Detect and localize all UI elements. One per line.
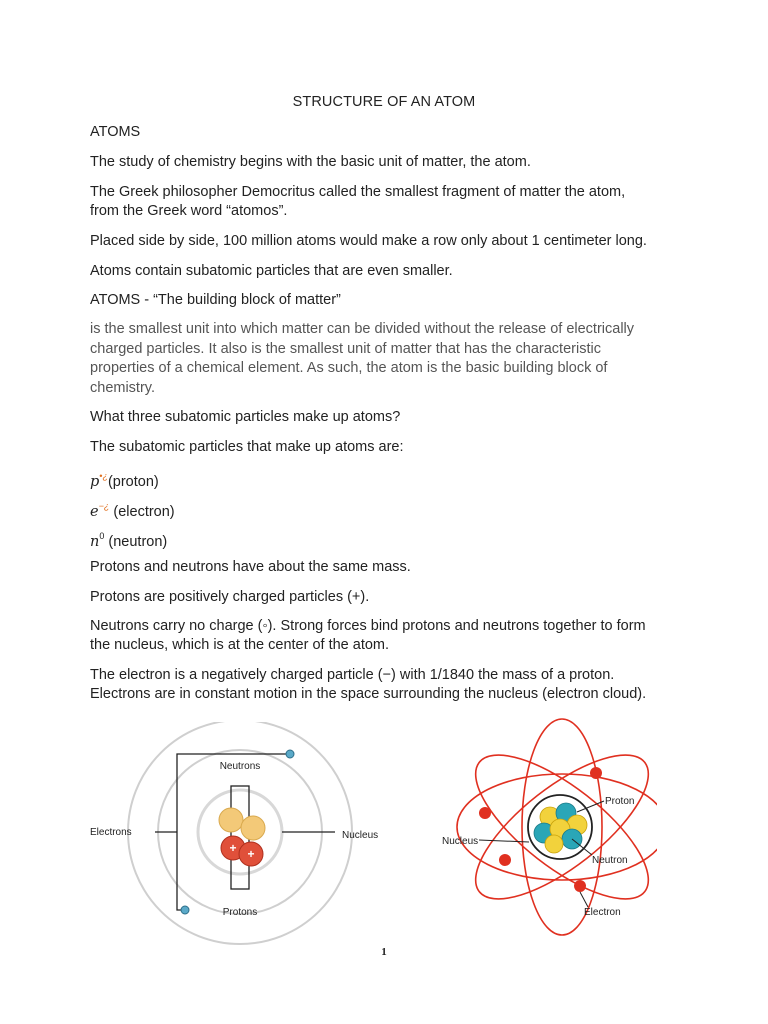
electron-dot: [574, 880, 586, 892]
paragraph-subatomic: Atoms contain subatomic particles that are even smaller.: [90, 263, 453, 279]
answer-intro: The subatomic particles that make up atoms are:: [90, 439, 404, 455]
label-nucleus: Nucleus: [442, 836, 479, 847]
paragraph-democritus: [90, 183, 690, 221]
particle-neutron: [90, 527, 690, 552]
neutron-superscript: 0: [99, 531, 105, 541]
fact-electrons: [90, 666, 690, 704]
electron-dot: [590, 767, 602, 779]
heading-building-block: ATOMS - “The building block of matter”: [90, 292, 341, 308]
electron-pointer-line: [580, 892, 588, 907]
paragraph-line: is the smallest unit into which matter can be divided without the release of electrically: [90, 321, 635, 337]
label-nucleus: Nucleus: [342, 830, 379, 841]
page-number: 1: [381, 946, 387, 958]
label-neutrons: Neutrons: [219, 761, 261, 772]
proton-symbol: p: [90, 474, 100, 490]
electron-dot-inner: [181, 906, 189, 914]
electron-superscript: −¿: [98, 501, 110, 511]
paragraph-intro: The study of chemistry begins with the basic unit of matter, the atom.: [90, 154, 531, 170]
neutron-symbol: n: [90, 534, 100, 550]
electron-label: (electron): [109, 504, 175, 520]
label-electron: Electron: [584, 907, 621, 918]
electron-dot: [499, 854, 511, 866]
neutron-ball: [241, 816, 265, 840]
question-text: What three subatomic particles make up atoms?: [90, 409, 401, 425]
particle-electron: [90, 497, 690, 522]
fact-neutrons: [90, 617, 690, 655]
paragraph-line: Neutrons carry no charge (◦). Strong forces bind protons and neutrons together to form: [90, 618, 646, 634]
paragraph-line: The Greek philosopher Democritus called the smallest fragment of matter the atom,: [90, 184, 626, 200]
electron-dot-outer: [286, 750, 294, 758]
paragraph-line: properties of a chemical element. As such, the atom is the basic building block of: [90, 360, 608, 376]
particle-proton: [90, 467, 690, 492]
label-neutron: Neutron: [592, 855, 628, 866]
heading-atoms: ATOMS: [90, 124, 141, 140]
paragraph-row-length: Placed side by side, 100 million atoms would make a row only about 1 centimeter long.: [90, 233, 647, 249]
paragraph-line: from the Greek word “atomos”.: [90, 203, 288, 219]
label-protons: Protons: [222, 907, 258, 918]
fact-mass: Protons and neutrons have about the same mass.: [90, 559, 411, 575]
proton-sign: +: [229, 841, 237, 855]
page-title: STRUCTURE OF AN ATOM: [292, 94, 476, 110]
electron-symbol: e: [90, 504, 99, 520]
proton-superscript: •¿: [99, 471, 108, 481]
nucleus-ring: [198, 790, 282, 874]
paragraph-line: The electron is a negatively charged particle (−) with 1/1840 the mass of a proton.: [90, 667, 615, 683]
label-electrons: Electrons: [90, 827, 132, 838]
definition-paragraph: [90, 320, 690, 398]
fact-protons-charge: Protons are positively charged particles (+).: [90, 589, 370, 605]
proton-sign: +: [247, 847, 255, 861]
neutron-ball: [219, 808, 243, 832]
label-proton: Proton: [605, 796, 635, 807]
neutron-label: (neutron): [104, 534, 168, 550]
proton-label: (proton): [107, 474, 159, 490]
paragraph-line: the nucleus, which is at the center of the atom.: [90, 637, 390, 653]
bohr-atom-diagram: [85, 722, 390, 947]
paragraph-line: Electrons are in constant motion in the space surrounding the nucleus (electron cloud).: [90, 686, 647, 702]
paragraph-line: chemistry.: [90, 379, 155, 396]
electron-dot: [479, 807, 491, 819]
paragraph-line: charged particles. It also is the smallest unit of matter that has the characteristic: [90, 340, 601, 357]
orbital-atom-diagram: [432, 715, 657, 940]
